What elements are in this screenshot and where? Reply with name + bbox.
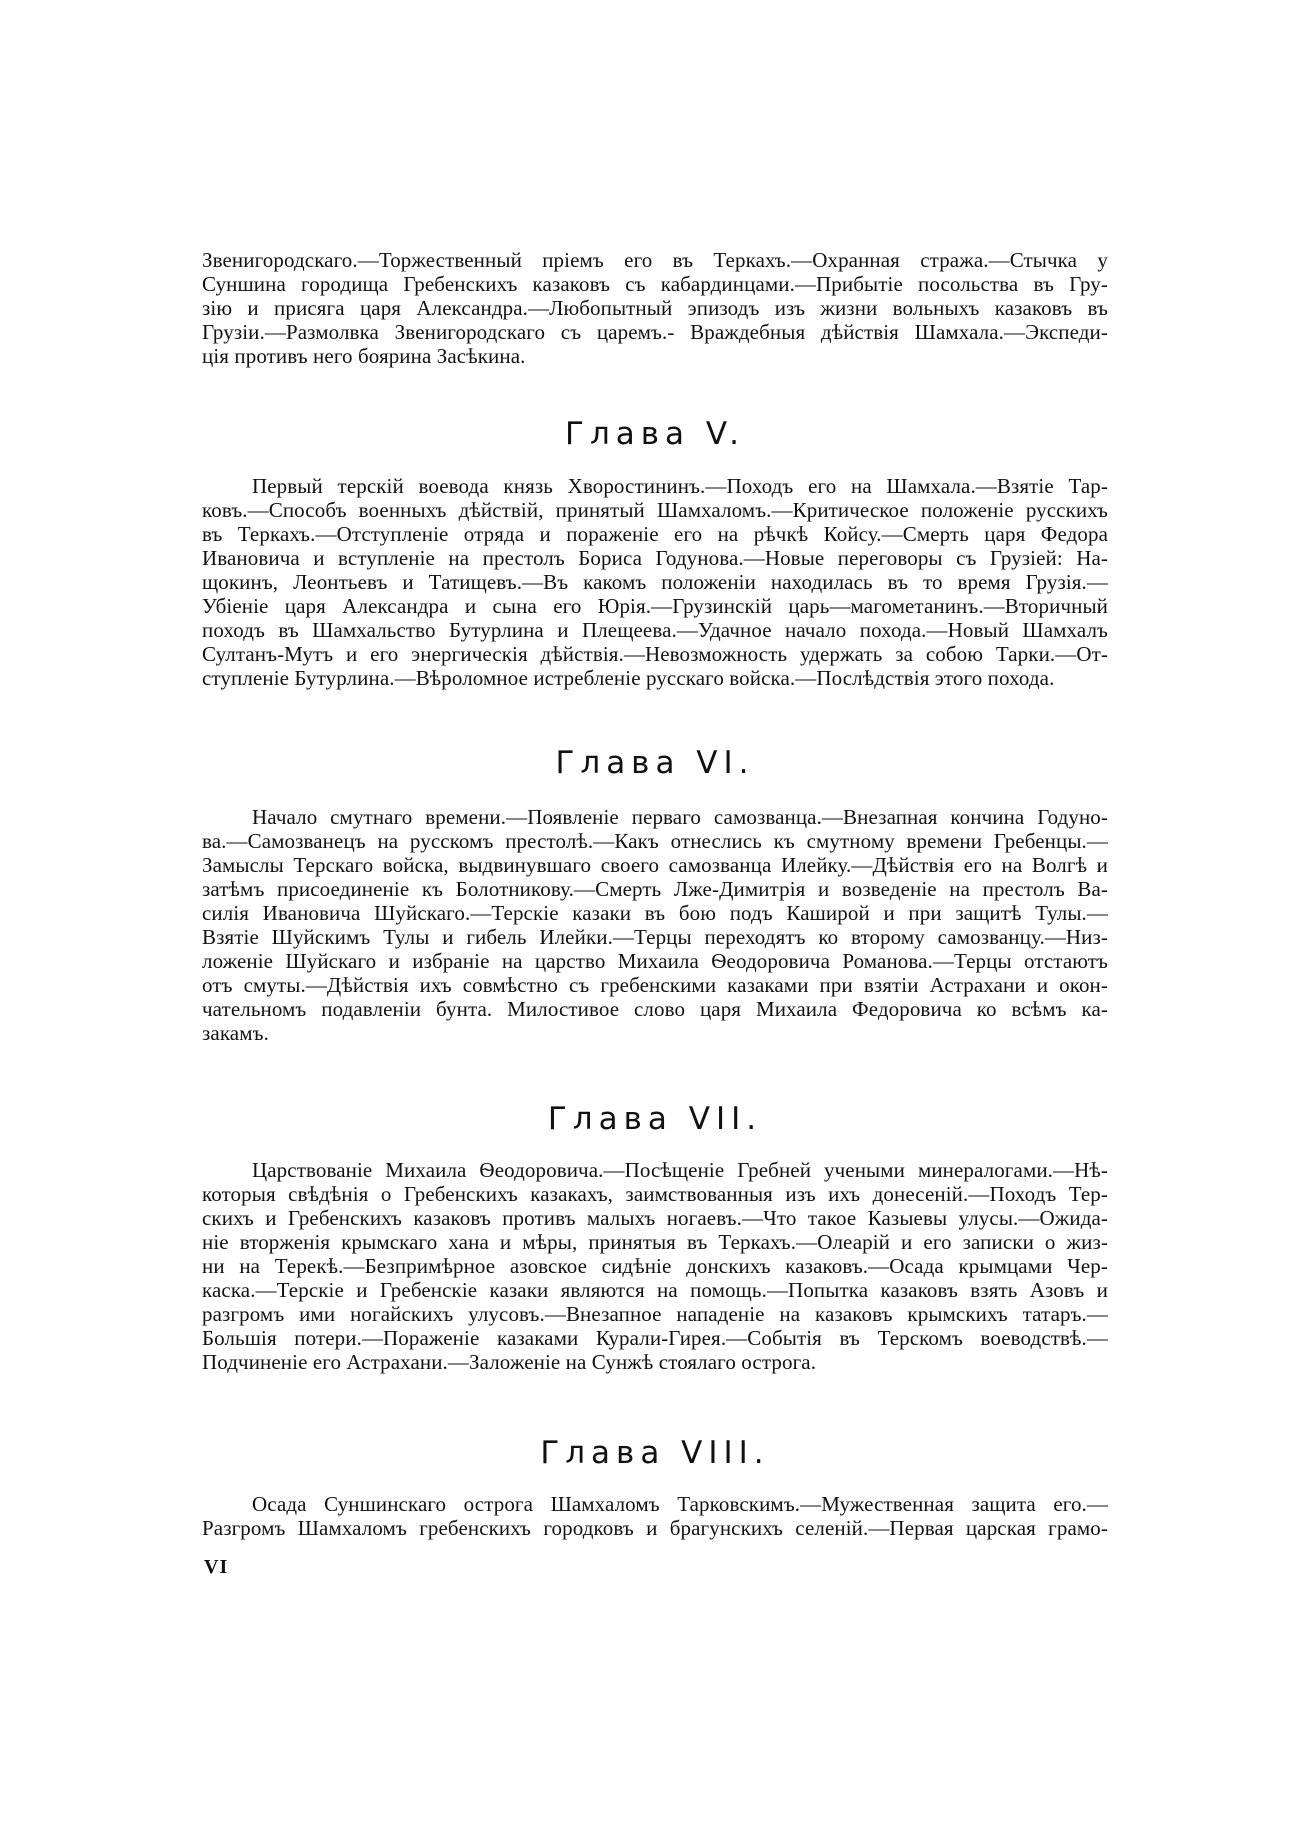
page-number: VI <box>204 1556 229 1578</box>
text-line: разгромъ ими ногайскихъ улусовъ.—Внезапное нападеніе на казаковъ крымскихъ татаръ.— <box>202 1302 1108 1326</box>
text-line: скихъ и Гребенскихъ казаковъ противъ малыхъ ногаевъ.—Что такое Казыевы улусы.—Ожида- <box>202 1206 1108 1230</box>
chapter-7-summary <box>202 1158 1108 1374</box>
text-line: затѣмъ присоединеніе къ Болотникову.—Смерть Лже-Димитрія и возведеніе на престолъ Ва- <box>202 877 1108 901</box>
text-line: Суншина городища Гребенскихъ казаковъ съ кабардинцами.—Прибытіе посольства въ Гру- <box>202 272 1108 296</box>
intro-text-block <box>202 248 1108 368</box>
text-line: ни на Терекѣ.—Безпримѣрное азовское сидѣніе донскихъ казаковъ.—Осада крымцами Чер- <box>202 1254 1108 1278</box>
text-line: ложеніе Шуйскаго и избраніе на царство Михаила Ѳеодоровича Романова.—Терцы отстаютъ <box>202 949 1108 973</box>
text-line: ковъ.—Способъ военныхъ дѣйствій, принятый Шамхаломъ.—Критическое положеніе русскихъ <box>202 498 1108 522</box>
text-line: чательномъ подавленіи бунта. Милостивое слово царя Михаила Федоровича ко всѣмъ ка- <box>202 997 1108 1021</box>
chapter-6-summary <box>202 805 1108 1045</box>
text-line: которыя свѣдѣнія о Гребенскихъ казакахъ, заимствованныя изъ ихъ донесеній.—Походъ Тер- <box>202 1182 1108 1206</box>
text-line: зію и присяга царя Александра.—Любопытный эпизодъ изъ жизни вольныхъ казаковъ въ <box>202 296 1108 320</box>
text-line: походъ въ Шамхальство Бутурлина и Плещеева.—Удачное начало похода.—Новый Шамхалъ <box>202 618 1108 642</box>
text-line: Разгромъ Шамхаломъ гребенскихъ городковъ и брагунскихъ селеній.—Первая царская грамо- <box>202 1516 1108 1540</box>
text-line: въ Теркахъ.—Отступленіе отряда и пораженіе его на рѣчкѣ Койсу.—Смерть царя Федора <box>202 522 1108 546</box>
chapter-heading-7: Глава VII. <box>547 1101 763 1137</box>
text-line: Убіеніе царя Александра и сына его Юрія.—Грузинскій царь—магометанинъ.—Вторичный <box>202 594 1108 618</box>
chapter-heading-8: Глава VIII. <box>540 1435 770 1471</box>
chapter-8-summary <box>202 1492 1108 1540</box>
text-line: Подчиненіе его Астрахани.—Заложеніе на Сунжѣ стоялаго острога. <box>202 1350 817 1374</box>
text-line: Начало смутнаго времени.—Появленіе перваго самозванца.—Внезапная кончина Годуно- <box>252 805 1108 829</box>
text-line: Звенигородскаго.—Торжественный пріемъ его въ Теркахъ.—Охранная стража.—Стычка у <box>202 248 1108 272</box>
text-line: Султанъ-Мутъ и его энергическія дѣйствія.—Невозможность удержать за собою Тарки.—От- <box>202 642 1108 666</box>
text-line: щокинъ, Леонтьевъ и Татищевъ.—Въ какомъ положеніи находилась въ то время Грузія.— <box>202 570 1108 594</box>
text-line: каска.—Терскіе и Гребенскіе казаки являются на помощь.—Попытка казаковъ взять Азовъ и <box>202 1278 1108 1302</box>
text-line: Грузіи.—Размолвка Звенигородскаго съ царемъ.- Враждебныя дѣйствія Шамхала.—Экспеди- <box>202 320 1108 344</box>
text-line: закамъ. <box>202 1021 269 1045</box>
text-line: Замыслы Терскаго войска, выдвинувшаго своего самозванца Илейку.—Дѣйствія его на Волгѣ и <box>202 853 1108 877</box>
chapter-5-summary <box>202 474 1108 690</box>
text-line: ступленіе Бутурлина.—Вѣроломное истребленіе русскаго войска.—Послѣдствія этого похода. <box>202 666 1055 690</box>
chapter-heading-5: Глава V. <box>565 416 745 452</box>
text-line: отъ смуты.—Дѣйствія ихъ совмѣстно съ гребенскими казаками при взятіи Астрахани и окон- <box>202 973 1108 997</box>
text-line: силія Ивановича Шуйскаго.—Терскіе казаки въ бою подъ Каширой и при защитѣ Тулы.— <box>202 901 1108 925</box>
text-line: ва.—Самозванецъ на русскомъ престолѣ.—Какъ отнеслись къ смутному времени Гребенцы.— <box>202 829 1108 853</box>
text-line: ція противъ него боярина Засѣкина. <box>202 344 526 368</box>
text-line: Царствованіе Михаила Ѳеодоровича.—Посѣщеніе Гребней учеными минералогами.—Нѣ- <box>252 1158 1108 1182</box>
text-line: Взятіе Шуйскимъ Тулы и гибель Илейки.—Терцы переходятъ ко второму самозванцу.—Низ- <box>202 925 1108 949</box>
text-line: Осада Суншинскаго острога Шамхаломъ Тарковскимъ.—Мужественная защита его.— <box>252 1492 1108 1516</box>
text-line: Большія потери.—Пораженіе казаками Курали-Гирея.—Событія въ Терскомъ воеводствѣ.— <box>202 1326 1108 1350</box>
text-line: Ивановича и вступленіе на престолъ Бориса Годунова.—Новые переговоры съ Грузіей: На- <box>202 546 1108 570</box>
text-line: Первый терскій воевода князь Хворостининъ.—Походъ его на Шамхала.—Взятіе Тар- <box>252 474 1108 498</box>
text-line: ніе вторженія крымскаго хана и мѣры, принятыя въ Теркахъ.—Олеарій и его записки о жиз- <box>202 1230 1108 1254</box>
chapter-heading-6: Глава VI. <box>555 745 755 781</box>
